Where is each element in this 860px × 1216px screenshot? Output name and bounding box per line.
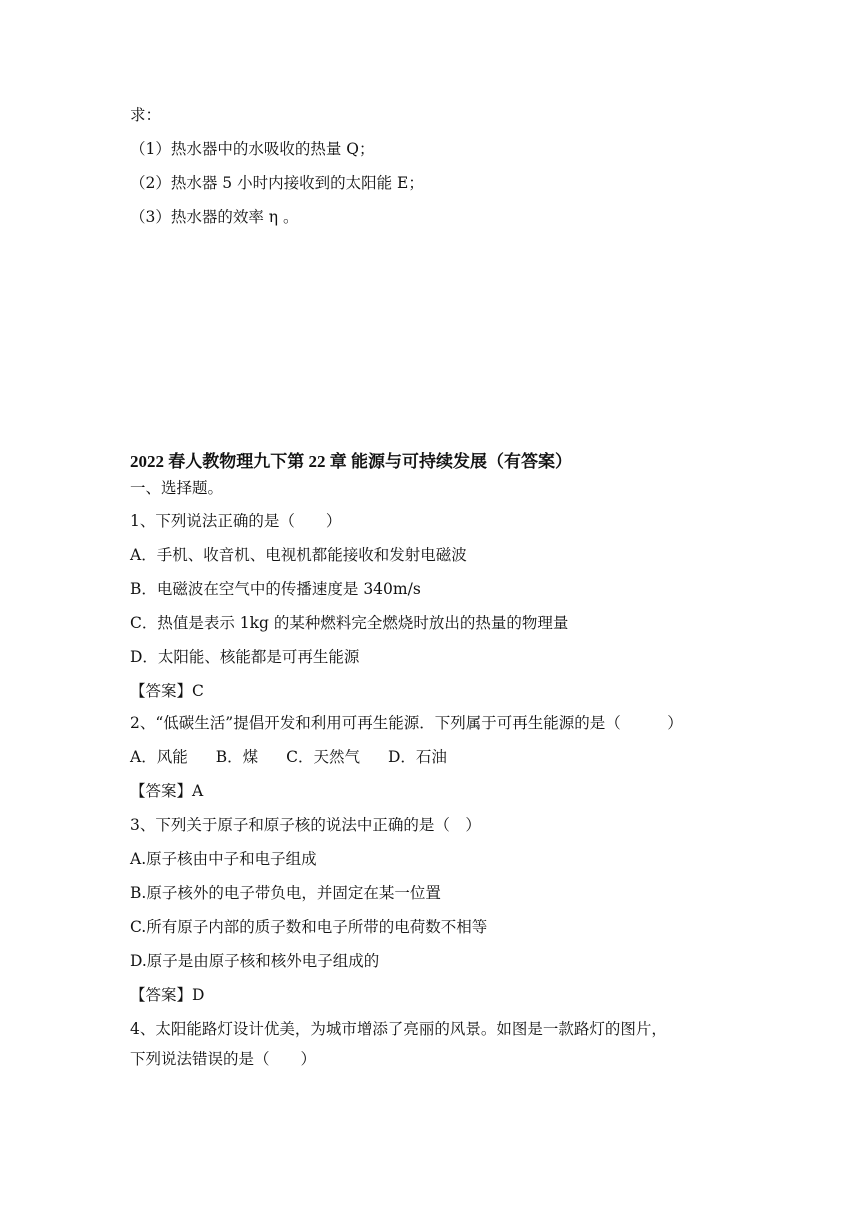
- question-2-option-b: B．煤: [215, 748, 259, 766]
- question-1-option-a: A．手机、收音机、电视机都能接收和发射电磁波: [130, 546, 467, 564]
- question-2-option-d: D．石油: [387, 748, 447, 766]
- question-2-options: [130, 746, 475, 768]
- sub-question-3: （3）热水器的效率 η 。: [130, 208, 299, 226]
- question-2-stem: 2、“低碳生活”提倡开发和利用可再生能源．下列属于可再生能源的是（ ）: [130, 714, 683, 732]
- question-3-option-a: A.原子核由中子和电子组成: [130, 850, 317, 868]
- question-3-answer: 【答案】D: [130, 986, 205, 1004]
- question-1-option-c: C．热值是表示 1kg 的某种燃料完全燃烧时放出的热量的物理量: [130, 614, 569, 632]
- question-3-option-c: C.所有原子内部的质子数和电子所带的电荷数不相等: [130, 918, 488, 936]
- question-1-stem: 1、下列说法正确的是（ ）: [130, 512, 342, 530]
- question-2-option-a: A．风能: [130, 748, 188, 766]
- question-2-answer: 【答案】A: [130, 782, 204, 800]
- question-3-option-b: B.原子核外的电子带负电，并固定在某一位置: [130, 884, 441, 902]
- sub-question-1: （1）热水器中的水吸收的热量 Q；: [130, 140, 375, 158]
- ask-label: 求：: [130, 106, 162, 124]
- section-heading: 一、选择题。: [130, 479, 224, 497]
- question-3-option-d: D.原子是由原子核和核外电子组成的: [130, 952, 380, 970]
- question-3-stem: 3、下列关于原子和原子核的说法中正确的是（ ）: [130, 816, 481, 834]
- question-1-answer: 【答案】C: [130, 682, 204, 700]
- document-title: 2022 春人教物理九下第 22 章 能源与可持续发展（有答案）: [130, 452, 572, 471]
- question-2-option-c: C．天然气: [286, 748, 360, 766]
- question-1-option-d: D．太阳能、核能都是可再生能源: [130, 648, 360, 666]
- question-1-option-b: B．电磁波在空气中的传播速度是 340m/s: [130, 580, 421, 598]
- question-4-stem-continued: 下列说法错误的是（ ）: [130, 1050, 317, 1068]
- sub-question-2: （2）热水器 5 小时内接收到的太阳能 E；: [130, 174, 424, 192]
- question-4-stem: 4、太阳能路灯设计优美，为城市增添了亮丽的风景。如图是一款路灯的图片，: [130, 1020, 667, 1038]
